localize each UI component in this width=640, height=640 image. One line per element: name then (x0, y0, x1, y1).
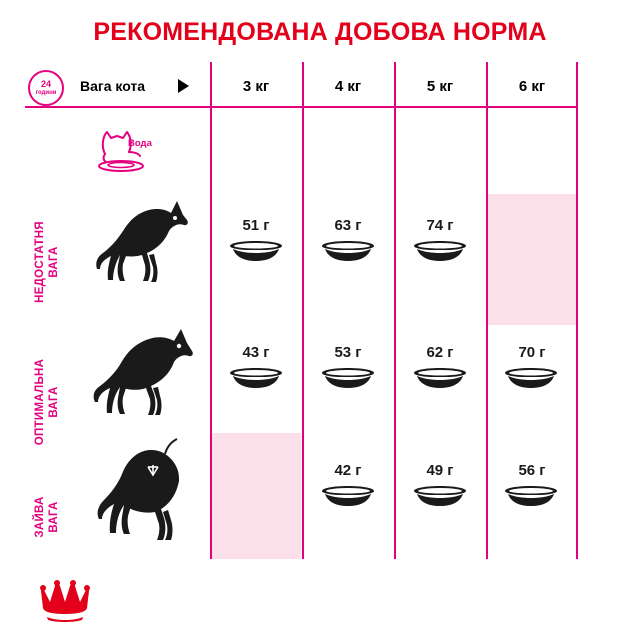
badge-unit: години (35, 89, 57, 96)
row-label-optimal-line1: ОПТИМАЛЬНА (34, 358, 46, 446)
food-bowl-icon (320, 485, 376, 507)
triangle-right-icon (178, 79, 189, 93)
value-underweight-3kg: 51 г (242, 217, 270, 234)
column-header-6kg: 6 кг (518, 78, 546, 95)
24-hours-badge (28, 70, 64, 106)
feeding-table (25, 62, 578, 559)
header-row-label: Вага кота (80, 78, 146, 94)
value-optimal-5kg: 62 г (426, 344, 454, 361)
value-optimal-4kg: 53 г (334, 344, 362, 361)
royal-canin-crown-logo (38, 578, 100, 624)
value-optimal-6kg: 70 г (518, 344, 546, 361)
food-bowl-icon (412, 240, 468, 262)
value-overweight-6kg: 56 г (518, 462, 546, 479)
food-bowl-icon (228, 240, 284, 262)
badge-number: 24 (40, 79, 51, 89)
row-label-underweight (33, 202, 62, 322)
column-divider-2 (302, 62, 304, 559)
column-header-3kg: 3 кг (242, 78, 270, 95)
cat-drinking-water-icon (93, 124, 173, 174)
row-label-optimal-line2: ВАГА (48, 386, 61, 418)
food-bowl-icon (412, 485, 468, 507)
value-underweight-4kg: 63 г (334, 217, 362, 234)
value-overweight-4kg: 42 г (334, 462, 362, 479)
value-underweight-5kg: 74 г (426, 217, 454, 234)
column-header-4kg: 4 кг (334, 78, 362, 95)
food-bowl-icon (412, 367, 468, 389)
row-label-underweight-line2: ВАГА (48, 246, 61, 278)
highlight-cell-overweight-3kg (210, 433, 301, 559)
cat-overweight-silhouette (87, 434, 207, 559)
cat-optimal-silhouette (87, 317, 202, 432)
row-label-overweight (33, 457, 62, 577)
row-label-optimal (33, 342, 62, 462)
column-divider-3 (394, 62, 396, 559)
row-label-overweight-line1: ЗАЙВА (34, 496, 46, 538)
food-bowl-icon (503, 485, 559, 507)
food-bowl-icon (320, 240, 376, 262)
food-bowl-icon (503, 367, 559, 389)
food-bowl-icon (320, 367, 376, 389)
row-label-underweight-line1: НЕДОСТАТНЯ (34, 221, 46, 303)
page-title: РЕКОМЕНДОВАНА ДОБОВА НОРМА (93, 18, 547, 46)
water-label: Вода (128, 138, 152, 149)
column-divider-5 (576, 62, 578, 559)
row-label-overweight-line2: ВАГА (48, 501, 61, 533)
value-overweight-5kg: 49 г (426, 462, 454, 479)
highlight-cell-underweight-6kg (487, 194, 578, 325)
column-header-5kg: 5 кг (426, 78, 454, 95)
value-optimal-3kg: 43 г (242, 344, 270, 361)
column-divider-1 (210, 62, 212, 559)
food-bowl-icon (228, 367, 284, 389)
column-divider-4 (486, 62, 488, 559)
cat-underweight-silhouette (87, 187, 197, 297)
